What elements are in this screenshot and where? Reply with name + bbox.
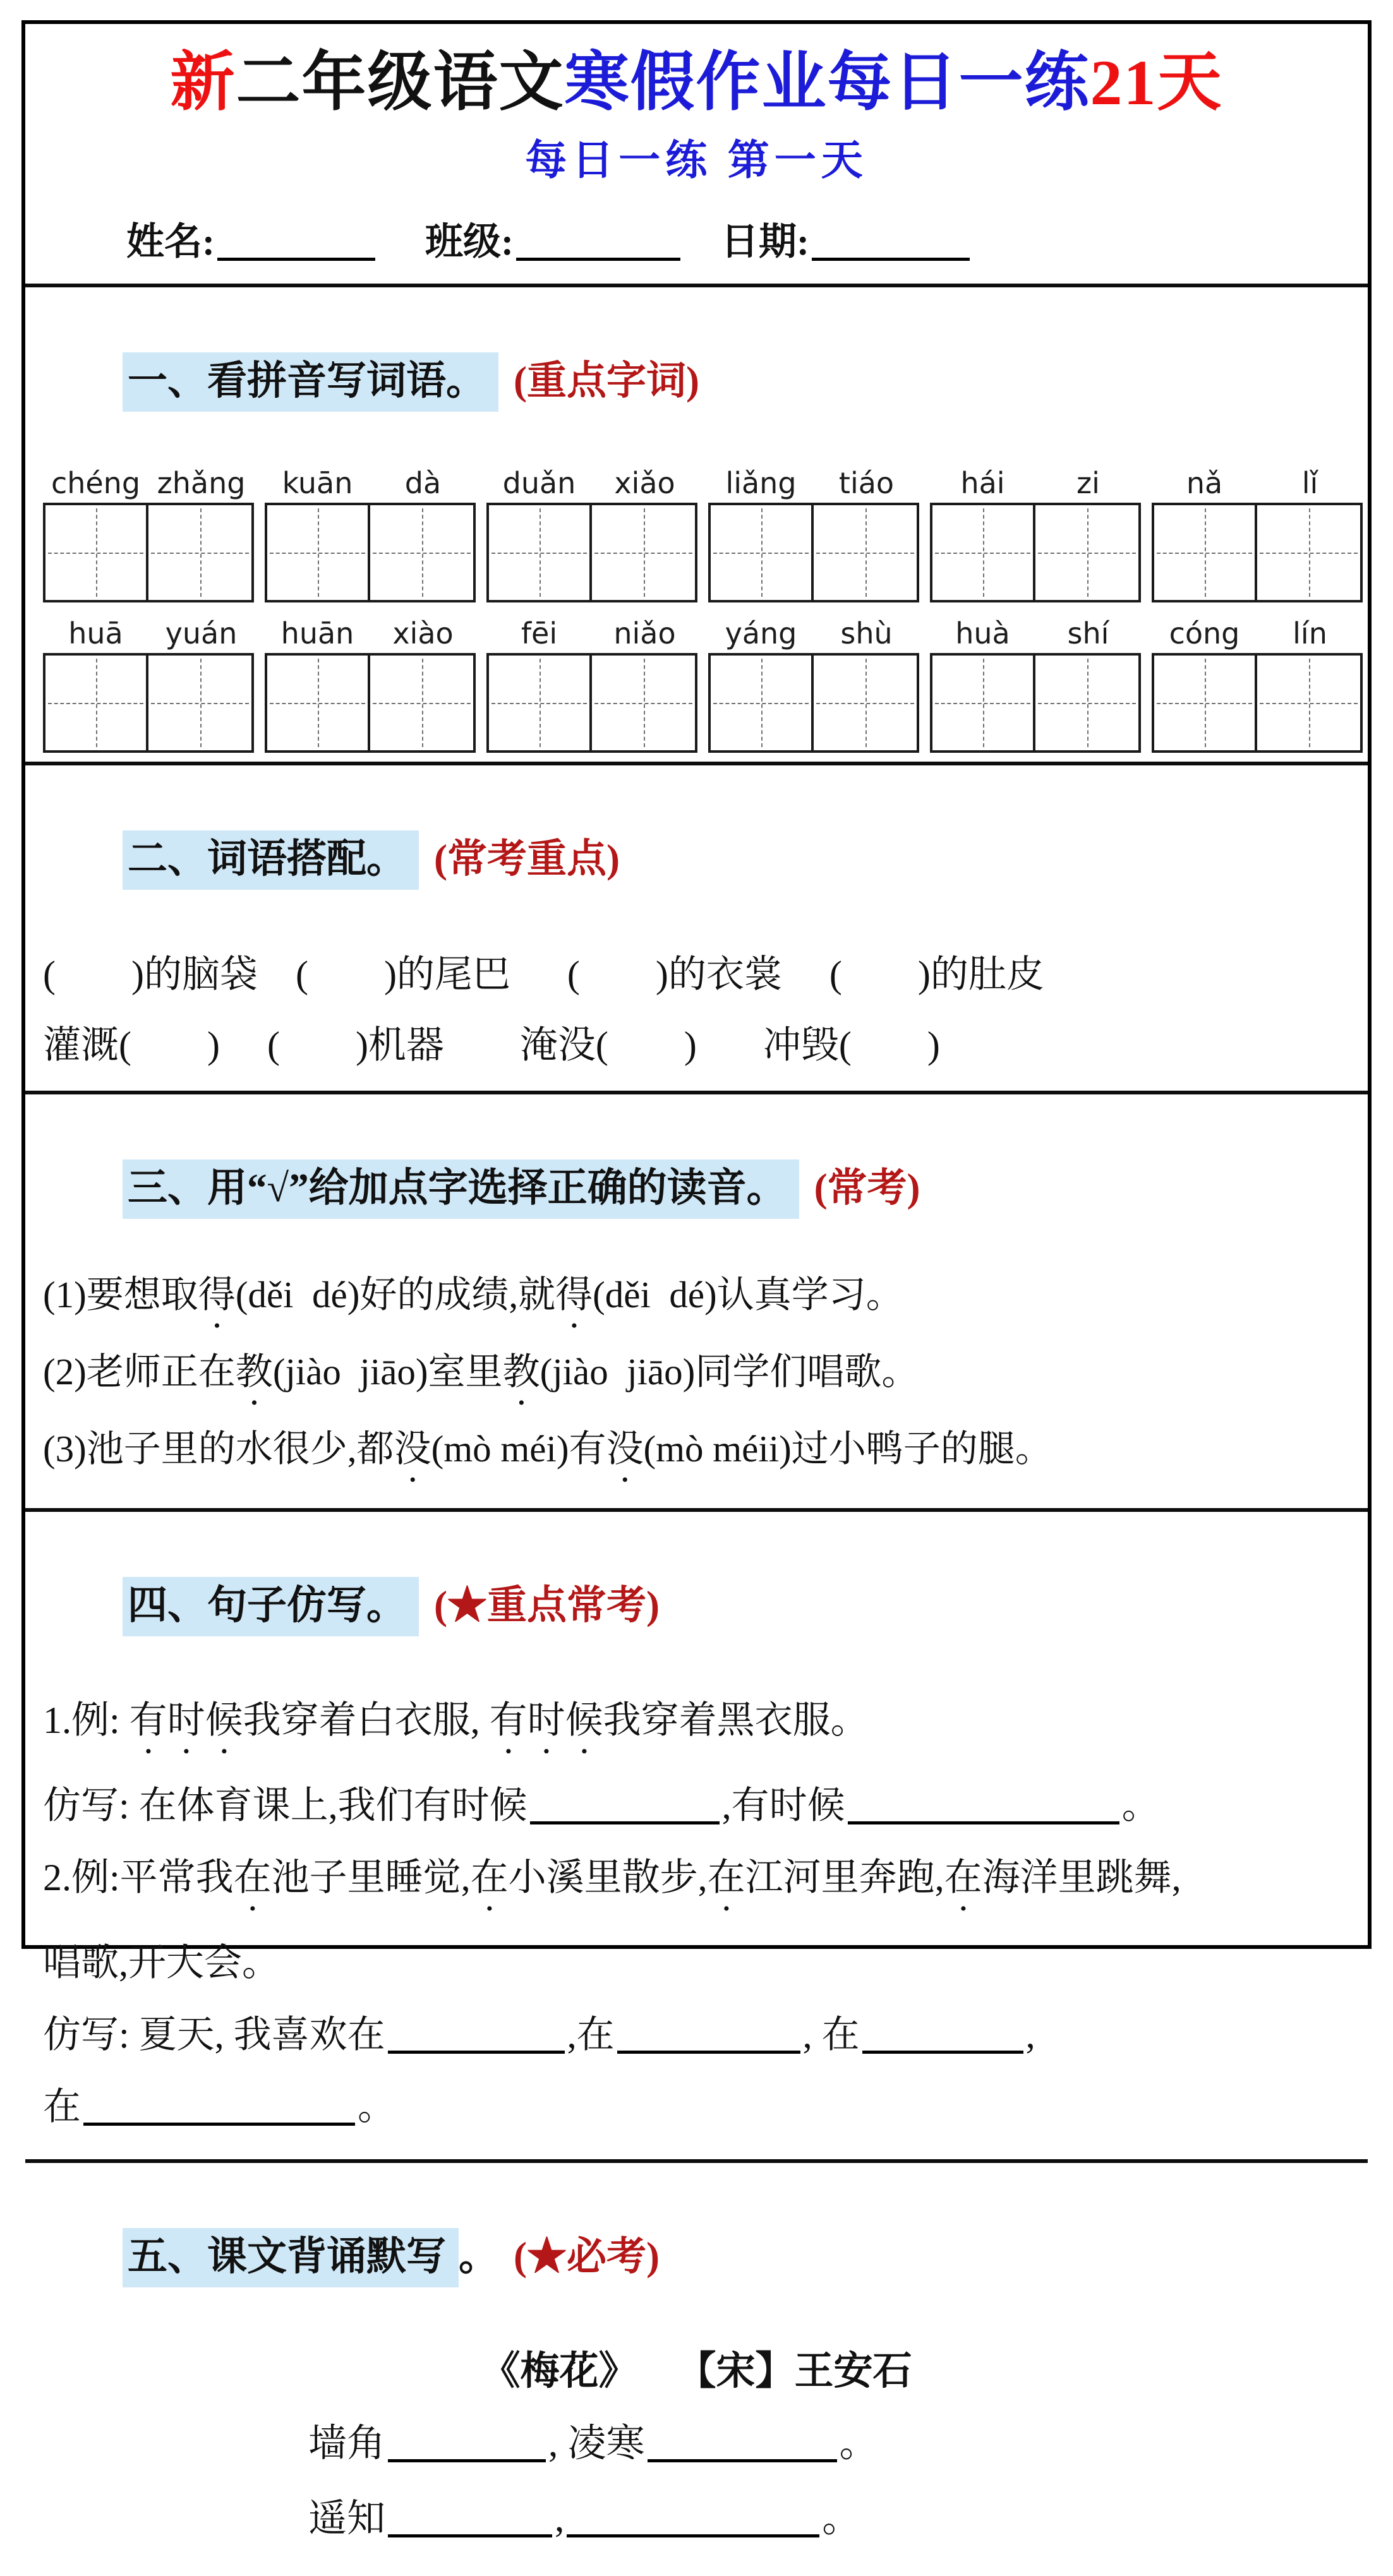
- writing-box: [1257, 503, 1363, 602]
- blank-line: [530, 1785, 720, 1824]
- section-2-tag: (常考重点): [434, 837, 620, 881]
- section-3-header: [43, 1110, 1350, 1259]
- word-box-pair: [930, 466, 1141, 602]
- section-3-title: 三、用“√”给加点字选择正确的读音。: [123, 1159, 799, 1219]
- text-segment: 遥知: [308, 2498, 385, 2540]
- section-1-title: 一、看拼音写词语。: [123, 352, 498, 412]
- text-segment: 。: [358, 2086, 395, 2128]
- text-segment: 得: [198, 1274, 236, 1315]
- writing-box: [486, 653, 592, 753]
- text-segment: [580, 954, 656, 995]
- text-segment: 教: [503, 1351, 540, 1393]
- pinyin-labels: [1152, 466, 1363, 500]
- blank-line: [567, 2498, 819, 2537]
- text-segment: 2.例:平常我: [43, 1857, 234, 1898]
- text-segment: [608, 1024, 684, 1066]
- writing-box: [370, 503, 476, 602]
- pinyin-syllable: huān: [265, 616, 370, 650]
- blank-line: [217, 222, 375, 261]
- text-segment: 班级:: [425, 221, 514, 263]
- pinyin-labels: [708, 616, 919, 650]
- section-text-recitation: [25, 2159, 1368, 2576]
- text-segment: )的肚皮: [918, 954, 1044, 995]
- text-segment: 在: [471, 1857, 509, 1898]
- pinyin-syllable: zhǎng: [148, 466, 254, 500]
- blank-line: [388, 2498, 552, 2537]
- writing-box: [1035, 653, 1141, 753]
- blank-line: [617, 2015, 800, 2054]
- pinyin-syllable: xiào: [370, 616, 476, 650]
- text-segment: 在: [708, 1857, 745, 1898]
- section-3-tag: (常考): [814, 1166, 920, 1210]
- section-pinyin-words: [25, 284, 1368, 762]
- writing-boxes: [486, 653, 697, 753]
- text-segment: 。: [822, 2498, 860, 2540]
- writing-boxes: [930, 653, 1141, 753]
- grid-row: [43, 616, 1350, 753]
- writing-box: [708, 503, 814, 602]
- page-title: [44, 43, 1349, 124]
- writing-box: [592, 653, 697, 753]
- writing-box: [148, 503, 254, 602]
- text-segment: 我穿着黑衣服。: [603, 1699, 869, 1741]
- text-segment: )的脑袋 (: [131, 954, 308, 995]
- word-box-pair: [43, 466, 254, 602]
- word-box-pair: [265, 616, 476, 753]
- word-box-pair: [486, 616, 697, 753]
- text-segment: (: [43, 954, 56, 995]
- section-5-title-suffix: 。: [459, 2234, 498, 2279]
- pinyin-syllable: fēi: [486, 616, 592, 650]
- section-1-header: [43, 303, 1350, 452]
- grid-row: [43, 466, 1350, 602]
- text-segment: 池子里睡觉,: [272, 1857, 471, 1898]
- blank-line: [83, 2087, 355, 2126]
- blank-line: [848, 1785, 1119, 1824]
- pinyin-labels: [486, 466, 697, 500]
- text-segment: 在: [43, 2086, 81, 2128]
- writing-box: [592, 503, 697, 602]
- pinyin-syllable: shù: [814, 616, 919, 650]
- blank-line: [812, 222, 970, 261]
- text-segment: 有时候: [130, 1699, 243, 1741]
- section-1-tag: (重点字词): [514, 359, 699, 403]
- text-segment: [308, 954, 384, 995]
- text-segment: 小溪里散步,: [509, 1857, 708, 1898]
- pinyin-labels: [43, 616, 254, 650]
- pinyin-syllable: shí: [1035, 616, 1141, 650]
- section-4-title: 四、句子仿写。: [123, 1577, 419, 1636]
- poem-title: 《梅花》 【宋】王安石: [43, 2339, 1350, 2395]
- writing-boxes: [265, 653, 476, 753]
- text-segment: 仿写: 在体育课上,我们有时候: [43, 1785, 528, 1826]
- pinyin-syllable: lín: [1257, 616, 1363, 650]
- writing-box: [43, 503, 148, 602]
- section-4-header: [43, 1527, 1350, 1677]
- section-4-tag: (★重点常考): [434, 1583, 660, 1627]
- pronunciation-lines: [43, 1268, 1350, 1490]
- text-segment: (mò méi)有: [431, 1428, 606, 1470]
- page-subtitle: 每日一练 第一天: [44, 126, 1349, 186]
- section-word-matching: [25, 762, 1368, 1091]
- text-line: [308, 2492, 1350, 2546]
- text-segment: , 凌寒: [548, 2423, 645, 2465]
- text-line: [43, 1422, 1350, 1490]
- text-segment: ): [927, 1024, 940, 1066]
- pinyin-syllable: chéng: [43, 466, 148, 500]
- text-line: [308, 2417, 1350, 2471]
- pinyin-labels: [265, 616, 476, 650]
- text-segment: 江河里奔跑,: [745, 1857, 944, 1898]
- text-segment: ,在: [567, 2014, 615, 2056]
- word-box-pair: [1152, 466, 1363, 602]
- pinyin-syllable: niǎo: [592, 616, 697, 650]
- text-segment: (3)池子里的水很少,都: [43, 1428, 394, 1470]
- writing-box: [1035, 503, 1141, 602]
- writing-boxes: [486, 503, 697, 602]
- text-segment: (mò méii)过小鸭子的腿。: [644, 1428, 1052, 1470]
- text-segment: 21天: [1090, 47, 1223, 119]
- text-line: [43, 1692, 1350, 1762]
- pinyin-syllable: huā: [43, 616, 148, 650]
- pinyin-syllable: hái: [930, 466, 1035, 500]
- text-segment: 灌溉(: [43, 1024, 131, 1066]
- writing-boxes: [1152, 503, 1363, 602]
- pinyin-syllable: yáng: [708, 616, 814, 650]
- writing-boxes: [1152, 653, 1363, 753]
- writing-box: [265, 503, 370, 602]
- writing-boxes: [265, 503, 476, 602]
- text-segment: [280, 1024, 356, 1066]
- pinyin-writing-grid: [43, 466, 1350, 753]
- text-segment: 寒假作业每日一练: [565, 47, 1090, 119]
- section-sentence-imitation: [25, 1508, 1368, 2159]
- section-2-title: 二、词语搭配。: [123, 830, 419, 890]
- text-segment: [56, 954, 131, 995]
- text-segment: 海洋里跳舞,: [982, 1857, 1181, 1898]
- sentence-imitation-lines: [43, 1692, 1350, 2135]
- worksheet-header: [25, 24, 1368, 284]
- writing-box: [930, 503, 1035, 602]
- pinyin-syllable: xiǎo: [592, 466, 697, 500]
- blank-line: [648, 2423, 837, 2462]
- word-box-pair: [265, 466, 476, 602]
- writing-box: [814, 503, 919, 602]
- blank-line: [388, 2015, 565, 2054]
- text-segment: (2)老师正在: [43, 1351, 236, 1393]
- text-segment: ,: [555, 2498, 564, 2540]
- blank-line: [516, 222, 680, 261]
- text-line: [43, 1019, 1350, 1072]
- text-segment: 墙角: [308, 2423, 385, 2465]
- section-choose-pronunciation: [25, 1091, 1368, 1508]
- section-2-header: [43, 781, 1350, 930]
- writing-boxes: [43, 653, 254, 753]
- student-info-row: [126, 212, 1349, 266]
- text-segment: 。: [840, 2423, 878, 2465]
- writing-box: [930, 653, 1035, 753]
- writing-box: [43, 653, 148, 753]
- page-frame: [21, 20, 1372, 1949]
- writing-box: [1152, 503, 1257, 602]
- text-segment: 1.例:: [43, 1699, 130, 1741]
- word-matching-lines: [43, 948, 1350, 1072]
- pinyin-syllable: liǎng: [708, 466, 814, 500]
- writing-box: [486, 503, 592, 602]
- writing-boxes: [43, 503, 254, 602]
- blank-line: [862, 2015, 1023, 2054]
- writing-boxes: [930, 503, 1141, 602]
- writing-box: [708, 653, 814, 753]
- text-segment: 没: [394, 1428, 431, 1470]
- pinyin-syllable: nǎ: [1152, 466, 1257, 500]
- text-segment: 教: [236, 1351, 273, 1393]
- text-segment: 日期:: [721, 221, 809, 263]
- text-segment: 新: [171, 47, 236, 119]
- text-segment: 没: [606, 1428, 643, 1470]
- text-line: [43, 948, 1350, 1001]
- blank-line: [388, 2423, 546, 2462]
- text-segment: (jiào jiāo)室里: [273, 1351, 503, 1393]
- pinyin-labels: [930, 616, 1141, 650]
- pinyin-syllable: zi: [1035, 466, 1141, 500]
- writing-box: [370, 653, 476, 753]
- text-segment: 在: [944, 1857, 982, 1898]
- section-5-title: 五、课文背诵默写: [123, 2228, 459, 2287]
- text-line: [43, 1849, 1350, 1919]
- section-5-tag: (★必考): [514, 2234, 660, 2279]
- text-segment: (děi dé)好的成绩,就: [236, 1274, 555, 1315]
- text-segment: ) (: [207, 1024, 280, 1066]
- pinyin-syllable: dà: [370, 466, 476, 500]
- pinyin-syllable: huà: [930, 616, 1035, 650]
- word-box-pair: [708, 616, 919, 753]
- pinyin-syllable: yuán: [148, 616, 254, 650]
- text-segment: 唱歌,开大会。: [43, 1942, 280, 1984]
- pinyin-syllable: lǐ: [1257, 466, 1363, 500]
- text-line: [43, 1777, 1350, 1834]
- word-box-pair: [930, 616, 1141, 753]
- pinyin-syllable: cóng: [1152, 616, 1257, 650]
- text-segment: ) 冲毁(: [684, 1024, 852, 1066]
- text-line: [43, 2006, 1350, 2063]
- word-box-pair: [1152, 616, 1363, 753]
- section-5-header: [43, 2178, 1350, 2328]
- text-segment: 有时候: [490, 1699, 603, 1741]
- pinyin-syllable: kuān: [265, 466, 370, 500]
- text-segment: )机器 淹没(: [356, 1024, 608, 1066]
- text-segment: 姓名:: [126, 221, 215, 263]
- text-segment: , 在: [803, 2014, 860, 2056]
- text-segment: 得: [555, 1274, 593, 1315]
- writing-box: [1152, 653, 1257, 753]
- pinyin-labels: [43, 466, 254, 500]
- pinyin-labels: [486, 616, 697, 650]
- pinyin-labels: [1152, 616, 1363, 650]
- text-segment: [683, 221, 721, 263]
- text-segment: (1)要想取: [43, 1274, 198, 1315]
- text-segment: (jiào jiāo)同学们唱歌。: [540, 1351, 919, 1393]
- text-line: [43, 1934, 1350, 1991]
- pinyin-labels: [930, 466, 1141, 500]
- writing-box: [148, 653, 254, 753]
- text-segment: [131, 1024, 207, 1066]
- text-segment: )的尾巴 (: [384, 954, 580, 995]
- text-line: [43, 1268, 1350, 1336]
- pinyin-syllable: duǎn: [486, 466, 592, 500]
- writing-box: [265, 653, 370, 753]
- pinyin-labels: [265, 466, 476, 500]
- word-box-pair: [708, 466, 919, 602]
- pinyin-syllable: tiáo: [814, 466, 919, 500]
- text-segment: 在: [234, 1857, 272, 1898]
- text-segment: 我穿着白衣服,: [243, 1699, 490, 1741]
- pinyin-labels: [708, 466, 919, 500]
- text-segment: [378, 221, 425, 263]
- text-segment: (děi dé)认真学习。: [593, 1274, 903, 1315]
- text-line: [43, 1345, 1350, 1413]
- text-segment: )的衣裳 (: [656, 954, 842, 995]
- text-line: [43, 2078, 1350, 2135]
- word-box-pair: [486, 466, 697, 602]
- writing-box: [814, 653, 919, 753]
- writing-boxes: [708, 653, 919, 753]
- writing-box: [1257, 653, 1363, 753]
- text-segment: 二年级语文: [236, 47, 565, 119]
- text-segment: [842, 954, 918, 995]
- text-segment: 仿写: 夏天, 我喜欢在: [43, 2014, 385, 2056]
- text-segment: 。: [1122, 1785, 1160, 1826]
- writing-boxes: [708, 503, 919, 602]
- text-segment: ,: [1026, 2014, 1035, 2056]
- word-box-pair: [43, 616, 254, 753]
- text-segment: ,有时候: [722, 1785, 845, 1826]
- text-segment: [852, 1024, 927, 1066]
- poem-fill-in-lines: [43, 2417, 1350, 2546]
